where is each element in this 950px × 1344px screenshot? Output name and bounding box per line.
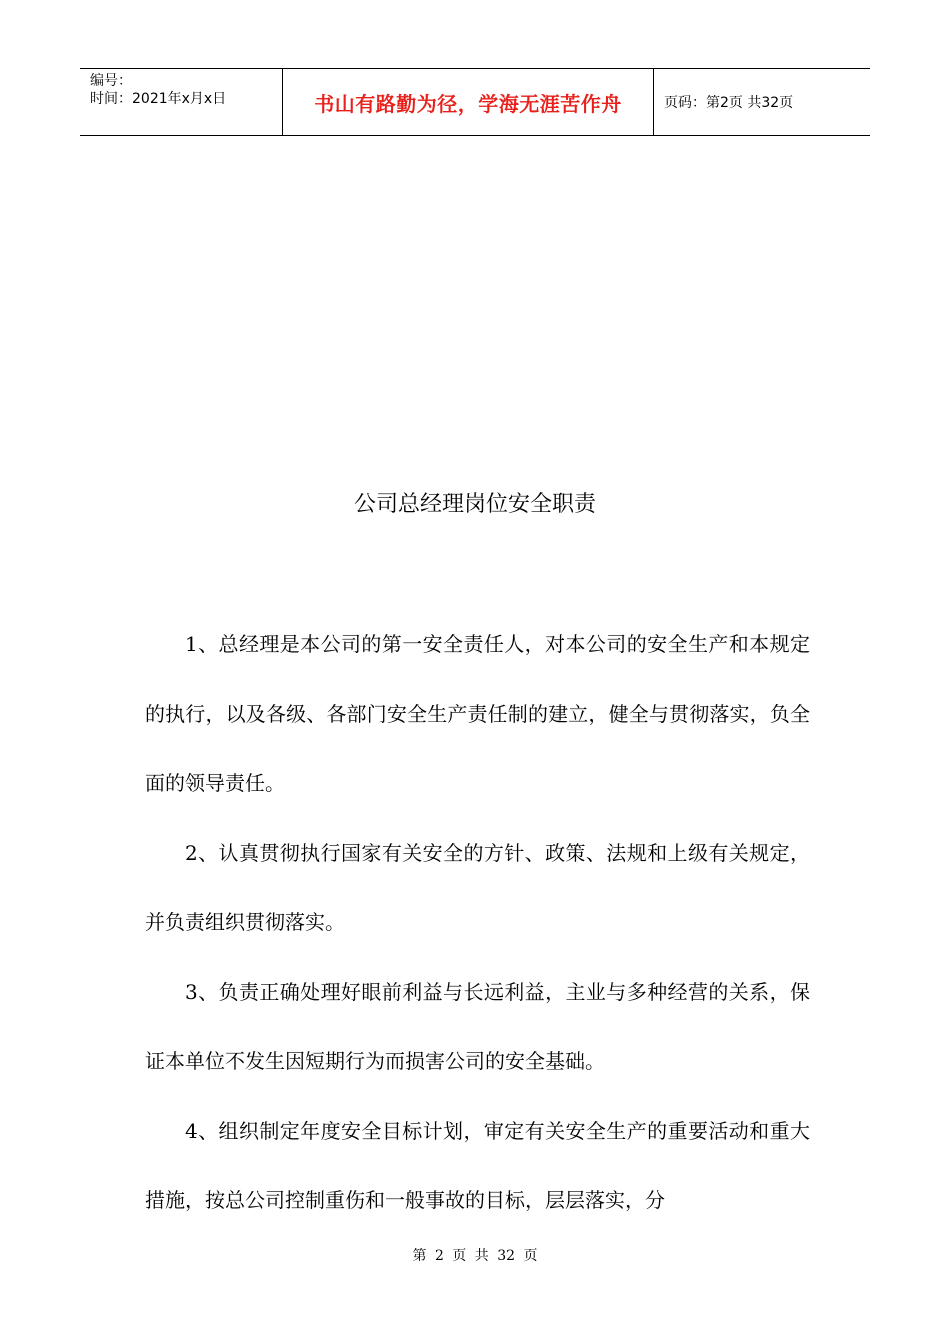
paragraph-1: 1、总经理是本公司的第一安全责任人，对本公司的安全生产和本规定的执行，以及各级、各部门安全生产责任制的建立，健全与贯彻落实，负全面的领导责任。 [145,632,810,795]
number-label: 编号： [90,73,132,89]
time-label: 时间：2021年x月x日 [90,91,227,107]
document-title: 公司总经理岗位安全职责 [353,492,596,517]
header-meta [80,69,282,135]
page-footer: 第 2 页 共 32 页 [412,1248,538,1264]
paragraph-2: 2、认真贯彻执行国家有关安全的方针、政策、法规和上级有关规定，并负责组织贯彻落实。 [145,840,810,934]
paragraph-3: 3、负责正确处理好眼前利益与长远利益，主业与多种经营的关系，保证本单位不发生因短期行为而损害公司的安全基础。 [145,979,810,1073]
paragraph-4: 4、组织制定年度安全目标计划，审定有关安全生产的重要活动和重大措施，按总公司控制重伤和一般事故的目标，层层落实，分 [145,1118,810,1212]
page-header [80,68,870,136]
header-page-code: 页码：第2页 共32页 [664,95,794,111]
header-motto: 书山有路勤为径，学海无涯苦作舟 [282,69,654,135]
document-body [145,610,810,1236]
